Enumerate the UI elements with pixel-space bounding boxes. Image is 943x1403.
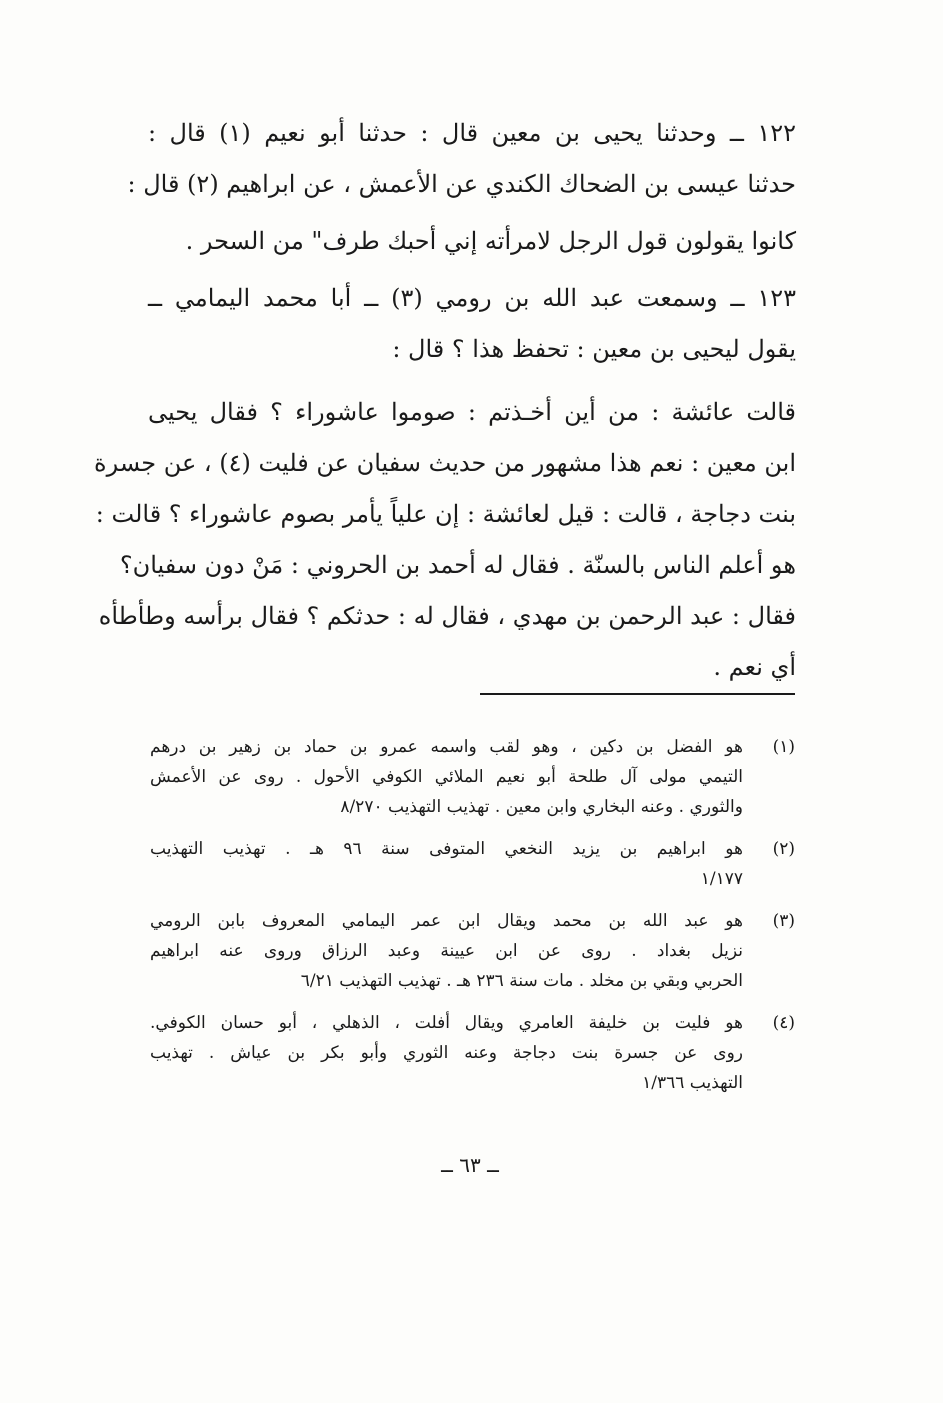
footnote-line: هو ابراهيم بن يزيد النخعي المتوفى سنة ٩٦ هـ . تهذيب التهذيب <box>150 839 743 859</box>
footnote-line: هو عبد الله بن محمد ويقال ابن عمر اليمامي المعروف بابن الرومي <box>150 911 743 931</box>
text-line: حدثنا عيسى بن الضحاك الكندي عن الأعمش ، عن ابراهيم (٢) قال : <box>127 170 796 198</box>
footnote-text <box>150 834 743 894</box>
text-line: يقول ليحيى بن معين : تحفظ هذا ؟ قال : <box>392 335 796 363</box>
page-number: ــ ٦٣ ــ <box>441 1153 499 1177</box>
text-line: فقال : عبد الرحمن بن مهدي ، فقال له : حدثكم ؟ فقال برأسه وطأطأه <box>98 602 796 630</box>
footnote-divider <box>480 693 795 695</box>
footnote-line: روى عن جسرة بنت دجاجة وعنه الثوري وأبو بكر بن عياش . تهذيب <box>150 1043 743 1063</box>
footnote-2 <box>150 834 795 894</box>
text-line: ١٢٣ ــ وسمعت عبد الله بن رومي (٣) ــ أبا محمد اليمامي ــ <box>148 284 796 312</box>
text-line: ١٢٢ ــ وحدثنا يحيى بن معين قال : حدثنا أبو نعيم (١) قال : <box>148 119 796 147</box>
paragraph-narration-122 <box>127 108 796 210</box>
footnote-number: (٣) <box>772 911 795 931</box>
text-line: قالت عائشة : من أين أخـذتم : صوموا عاشوراء ؟ فقال يحيى <box>148 398 796 426</box>
footnote-line: والثوري . وعنه البخاري وابن معين . تهذيب التهذيب ٨/٢٧٠ <box>340 797 743 817</box>
paragraph-narration-123 <box>148 273 796 375</box>
footnotes <box>150 732 795 1110</box>
footnote-4 <box>150 1008 795 1098</box>
footnote-line: هو الفضل بن دكين ، وهو لقب واسمه عمرو بن حماد بن زهير بن درهم <box>150 737 743 757</box>
footnote-1 <box>150 732 795 822</box>
footnote-number: (٤) <box>772 1013 795 1033</box>
text-line: ابن معين : نعم هذا مشهور من حديث سفيان عن فليت (٤) ، عن جسرة <box>94 449 796 477</box>
footnote-3 <box>150 906 795 996</box>
footnote-line: الحربي وبقي بن مخلد . مات سنة ٢٣٦ هـ . تهذيب التهذيب ٦/٢١ <box>300 971 743 991</box>
footnote-text <box>150 906 743 996</box>
footnote-line: التيمي مولى آل طلحة أبو نعيم الملائي الكوفي الأحول . روى عن الأعمش <box>150 767 743 787</box>
footnote-number: (١) <box>772 737 795 757</box>
main-text <box>94 108 796 693</box>
footnote-line: ١/١٧٧ <box>700 869 743 889</box>
text-line: بنت دجاجة ، قالت : قيل لعائشة : إن علياً يأمر بصوم عاشوراء ؟ قالت : <box>95 500 796 528</box>
footnote-line: هو فليت بن خليفة العامري ويقال أفلت ، الذهلي ، أبو حسان الكوفي. <box>150 1013 743 1033</box>
text-line: هو أعلم الناس بالسنّة . فقال له أحمد بن الحروني : مَنْ دون سفيان؟ <box>119 551 796 579</box>
text-line: أي نعم . <box>713 653 796 681</box>
footnote-number: (٢) <box>772 839 795 859</box>
footnote-line: التهذيب ١/٣٦٦ <box>642 1073 743 1093</box>
footnote-text <box>150 1008 743 1098</box>
text-line: كانوا يقولون قول الرجل لامرأته إني أحبك طرف" من السحر . <box>185 227 796 255</box>
footnote-text <box>150 732 743 822</box>
paragraph-quote-122 <box>148 216 796 267</box>
footnote-line: نزيل بغداد . روى عن ابن عيينة وعبد الرزاق وروى عنه ابراهيم <box>150 941 743 961</box>
paragraph-quote-123 <box>94 387 796 693</box>
